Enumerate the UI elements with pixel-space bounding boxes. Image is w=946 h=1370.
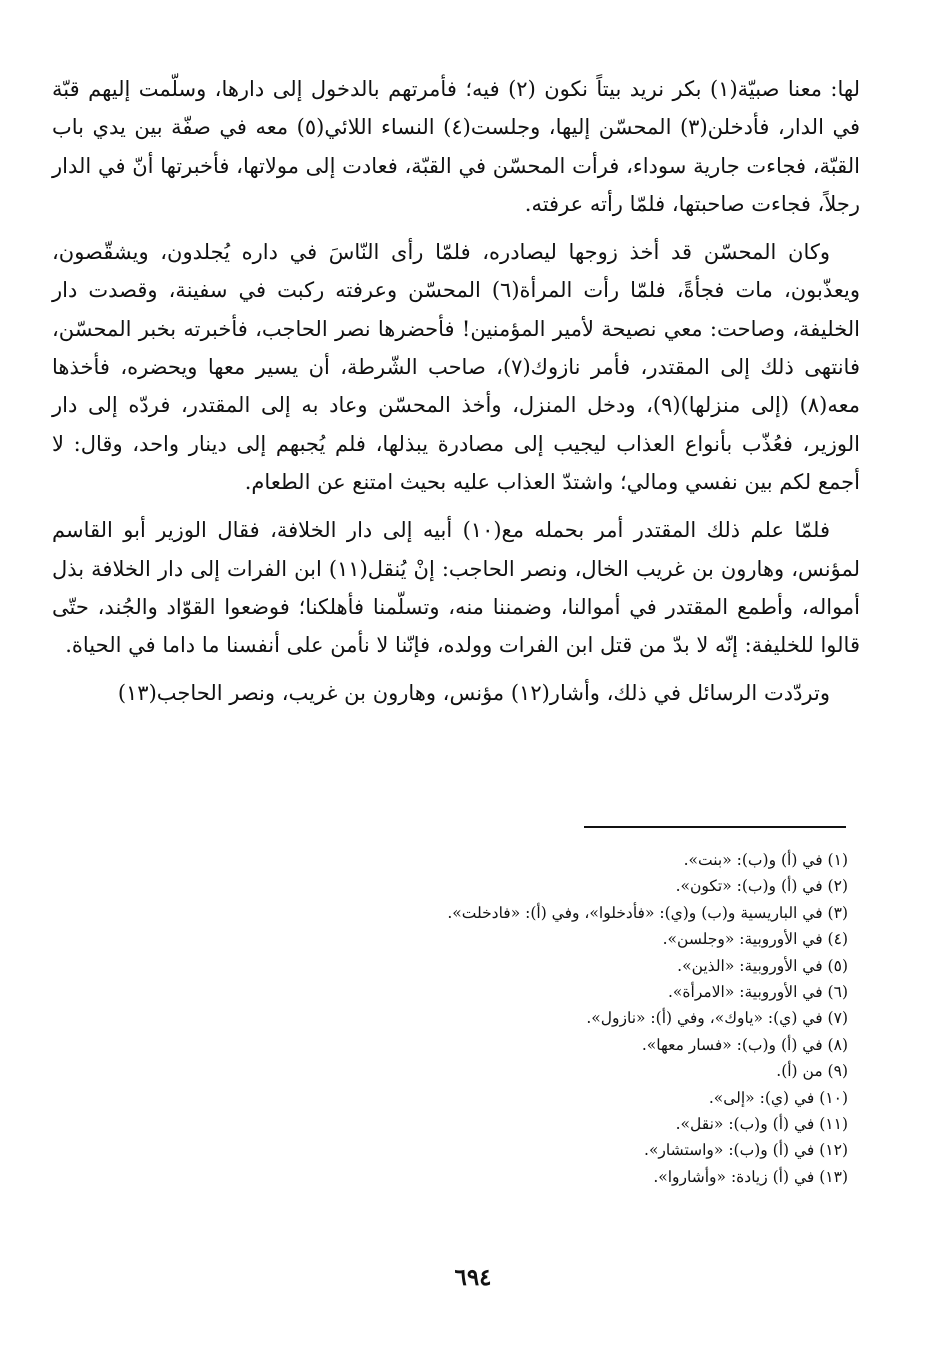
footnote-12: (١٢) في (أ) و(ب): «واستشار».: [644, 1141, 848, 1160]
footnote-13: (١٣) في (أ) زيادة: «وأشاروا».: [653, 1167, 848, 1186]
footnote-6: (٦) في الأوروبية: «الامرأة».: [668, 983, 848, 1002]
footnote-2: (٢) في (أ) و(ب): «تكون».: [675, 877, 848, 896]
page-number: ٦٩٤: [454, 1264, 492, 1291]
paragraph-1: لها: معنا صبيّة(١) بكر نريد بيتاً نكون (٢) فيه؛ فأمرتهم بالدخول إلى دارها، وسلّمت إليهم قبّة في الدار، فأدخلن(٣) المحسّن إليها، وجلست(٤) النساء اللائي(٥) معه في صفّة بين يدي باب القبّة، فجاءت جارية سوداء، فرأت المحسّن في القبّة، فعادت إلى مولاتها، فأخبرتها أنّ في الدار رجلاً، فجاءت صاحبتها، فلمّا رأته عرفته.: [52, 77, 861, 216]
footnote-4: (٤) في الأوروبية: «وجلسن».: [662, 930, 848, 949]
footnote-1: (١) في (أ) و(ب): «بنت».: [683, 851, 848, 869]
paragraph-4: وتردّدت الرسائل في ذلك، وأشار(١٢) مؤنس، وهارون بن غريب، ونصر الحاجب(١٣): [117, 681, 830, 706]
paragraph-3: فلمّا علم ذلك المقتدر أمر بحمله مع(١٠) أبيه إلى دار الخلافة، فقال الوزير أبو القاسم لمؤنس، وهارون بن غريب الخال، ونصر الحاجب: إنْ يُنقل(١١) ابن الفرات إلى دار الخلافة بذل أمواله، وأطمع المقتدر في أموالنا، وضمننا منه، وتسلّمنا فأهلكنا؛ فوضعوا القوّاد والجُند، حتّى قالوا للخليفة: إنّه لا بدّ من قتل ابن الفرات وولده، فإنّنا لا نأمن على أنفسنا ما داما في الحياة.: [52, 518, 860, 658]
footnote-9: (٩) من (أ).: [776, 1062, 848, 1081]
footnote-10: (١٠) في (ي): «إلى».: [708, 1088, 848, 1107]
footnotes-list: [148, 847, 848, 1190]
main-text: [52, 70, 860, 723]
footnote-separator: [584, 826, 846, 828]
footnote-11: (١١) في (أ) و(ب): «نقل».: [675, 1115, 848, 1134]
paragraph-2: وكان المحسّن قد أخذ زوجها ليصادره، فلمّا رأى النّاسَ في داره يُجلدون، ويشقّصون، ويعذّبون، مات فجأةً، فلمّا رأت المرأة(٦) المحسّن وعرفته ركبت في سفينة، وقصدت دار الخليفة، وصاحت: معي نصيحة لأمير المؤمنين! فأحضرها نصر الحاجب، فأخبرته بخبر المحسّن، فانتهى ذلك إلى المقتدر، فأمر نازوك(٧)، صاحب الشّرطة، أن يسير معها ويحضره، فأخذها معه(٨) (إلى منزلها)(٩)، ودخل المنزل، وأخذ المحسّن وعاد به إلى المقتدر، فردّه إلى دار الوزير، فعُذّب بأنواع العذاب ليجيب إلى مصادرة يبذلها، فلم يُجبهم إلى دينار واحد، وقال: لا أجمع لكم بين نفسي ومالي؛ واشتدّ العذاب عليه بحيث امتنع عن الطعام.: [52, 240, 860, 494]
footnote-7: (٧) في (ي): «ياوك»، وفي (أ): «نازول».: [586, 1009, 848, 1028]
footnote-8: (٨) في (أ) و(ب): «فسار معها».: [641, 1035, 848, 1054]
footnote-3: (٣) في الباريسية و(ب) و(ي): «فأدخلوا»، وفي (أ): «فادخلت».: [447, 903, 848, 922]
footnote-5: (٥) في الأوروبية: «الذين».: [677, 956, 848, 975]
